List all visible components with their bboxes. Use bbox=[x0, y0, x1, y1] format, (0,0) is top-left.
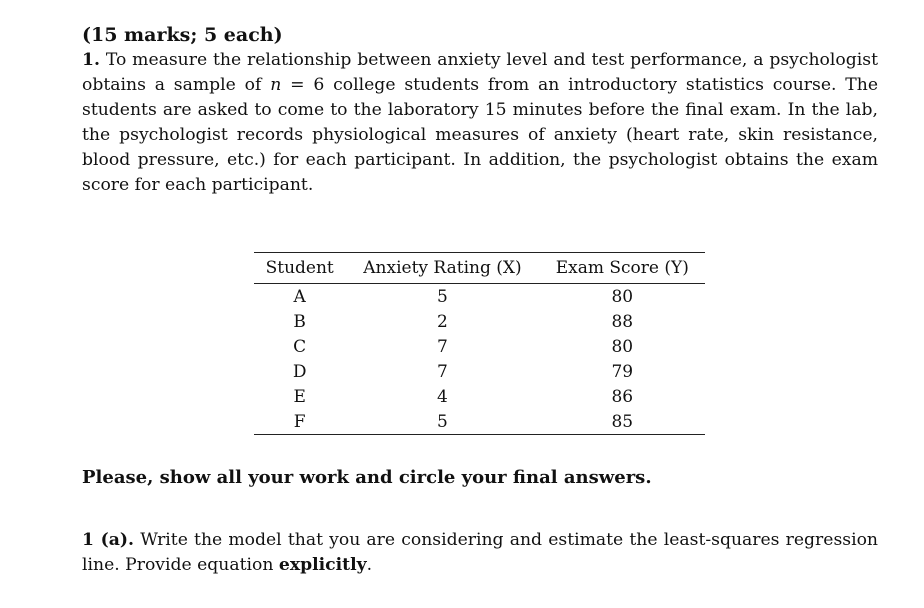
cell-score: 85 bbox=[611, 411, 634, 432]
cell-student: C bbox=[293, 336, 307, 357]
header-exam-score: Exam Score (Y) bbox=[555, 258, 689, 278]
cell-anxiety: 7 bbox=[437, 361, 448, 382]
cell-score: 80 bbox=[611, 336, 634, 357]
table-row bbox=[254, 284, 705, 310]
marks-heading: (15 marks; 5 each) bbox=[82, 24, 283, 46]
part-a-emphasis: explicitly bbox=[278, 555, 367, 575]
part-a-body: Write the model that you are considering and estimate the least-squares regression line. Provide equation bbox=[82, 530, 878, 575]
data-table bbox=[254, 252, 705, 435]
cell-anxiety: 7 bbox=[437, 336, 448, 357]
cell-score: 88 bbox=[611, 311, 634, 332]
cell-student: B bbox=[293, 311, 306, 332]
cell-student: F bbox=[293, 411, 306, 432]
cell-score: 79 bbox=[611, 361, 634, 382]
cell-student: D bbox=[292, 361, 307, 382]
table-row bbox=[254, 409, 705, 435]
cell-student: E bbox=[293, 386, 306, 407]
header-anxiety: Anxiety Rating (X) bbox=[363, 258, 522, 278]
table-row bbox=[254, 334, 705, 359]
question-block bbox=[82, 22, 878, 198]
question-1-number: 1. bbox=[82, 50, 100, 70]
cell-student: A bbox=[293, 286, 306, 307]
question-1-intro: To measure the relationship between anxiety level and test performance, a psychologist obtains a sample of bbox=[82, 50, 878, 95]
sample-size-value: = 6 bbox=[290, 75, 325, 95]
question-1-text bbox=[82, 48, 878, 198]
data-table-container bbox=[254, 252, 705, 435]
part-a-text bbox=[82, 528, 878, 578]
table-row bbox=[254, 384, 705, 409]
cell-anxiety: 4 bbox=[437, 386, 448, 407]
header-student: Student bbox=[265, 258, 334, 278]
cell-score: 80 bbox=[611, 286, 634, 307]
part-a-label: 1 (a). bbox=[82, 530, 135, 550]
table-row bbox=[254, 309, 705, 334]
table-header-row bbox=[254, 253, 705, 284]
cell-anxiety: 5 bbox=[437, 286, 448, 307]
question-1-rest: college students from an introductory statistics course. The students are asked to come to the laboratory 15 minutes before the final exam. In the lab, the psychologist records physiological measures of anxiety (heart rate, skin resistance, blood pressure, etc.) for each participant. In addition, the psychologist obtains the exam score for each participant. bbox=[82, 75, 879, 195]
cell-anxiety: 2 bbox=[437, 311, 448, 332]
table-row bbox=[254, 359, 705, 384]
part-a-period: . bbox=[366, 555, 373, 575]
instruction-text: Please, show all your work and circle your final answers. bbox=[82, 467, 652, 488]
cell-score: 86 bbox=[611, 386, 634, 407]
cell-anxiety: 5 bbox=[437, 411, 448, 432]
sample-size-symbol: n bbox=[270, 75, 282, 95]
